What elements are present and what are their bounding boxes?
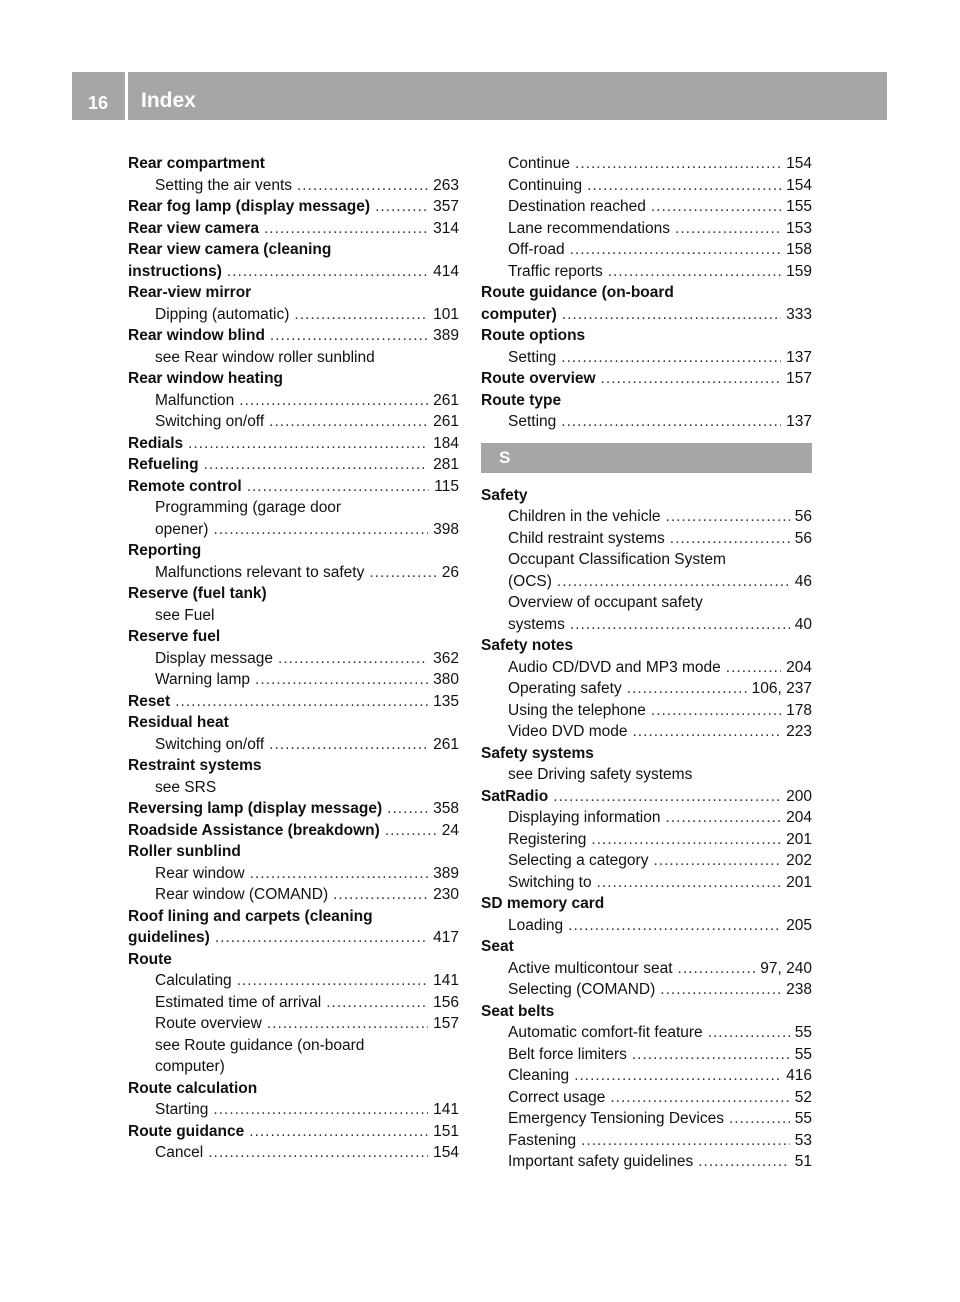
index-subentry [481, 657, 812, 679]
dot-leader [557, 571, 790, 593]
index-subentry [481, 1022, 812, 1044]
index-heading [128, 325, 459, 347]
index-heading: Seat belts [481, 1002, 555, 1020]
index-heading: Route [128, 950, 172, 968]
dot-leader [387, 798, 428, 820]
index-subentry [481, 239, 812, 261]
page-reference[interactable]: 137 [786, 413, 812, 430]
page-reference[interactable]: 204 [786, 658, 812, 676]
header-divider [125, 72, 128, 120]
dot-leader [553, 786, 781, 808]
entry-text: Traffic reports [508, 262, 603, 280]
entry-text: Cancel [155, 1144, 204, 1161]
index-heading: Reporting [128, 542, 202, 559]
index-heading: Rear compartment [128, 155, 265, 172]
page-reference[interactable]: 201 [786, 830, 812, 848]
entry-text: Selecting a category [508, 852, 649, 869]
dot-leader [568, 915, 781, 937]
page-reference[interactable]: 417 [433, 929, 459, 946]
page-reference[interactable]: 205 [786, 916, 812, 934]
index-subentry [481, 807, 812, 829]
index-heading: Roller sunblind [128, 843, 241, 860]
entry-text: Switching to [508, 873, 592, 891]
entry-text: Automatic comfort-fit feature [508, 1024, 703, 1041]
dot-leader [574, 1065, 781, 1087]
dot-leader [213, 1099, 428, 1121]
dot-leader [597, 872, 782, 894]
page-reference[interactable]: 263 [433, 176, 459, 194]
entry-text: Setting the air vents [155, 176, 292, 194]
index-subentry [128, 390, 459, 412]
index-subentry [128, 884, 459, 906]
entry-text: Continuing [508, 176, 583, 194]
index-subentry [481, 218, 812, 240]
page-reference[interactable]: 53 [794, 1131, 812, 1149]
index-heading: Restraint systems [128, 757, 262, 774]
page-reference[interactable]: 46 [794, 572, 812, 590]
index-subentry [481, 1065, 812, 1087]
entry-text: Malfunctions relevant to safety [155, 563, 365, 581]
dot-leader [369, 562, 436, 584]
index-heading [128, 820, 459, 842]
page-reference[interactable]: 26 [441, 563, 459, 581]
entry-text: SatRadio [481, 787, 549, 805]
entry-text: Loading [508, 916, 564, 934]
page-reference[interactable]: 238 [786, 981, 812, 998]
dot-leader [188, 433, 428, 455]
page-reference[interactable]: 389 [433, 327, 459, 344]
page-reference[interactable]: 141 [433, 972, 459, 989]
dot-leader [278, 648, 428, 670]
dot-leader [570, 239, 782, 261]
entry-text: (OCS) [508, 572, 552, 590]
dot-leader [651, 700, 781, 722]
index-subentry: Programming (garage door [155, 499, 342, 516]
dot-leader [237, 970, 428, 992]
page-reference[interactable]: 154 [786, 155, 812, 172]
dot-leader [632, 1044, 790, 1066]
index-subentry [128, 863, 459, 885]
index-heading [128, 1121, 459, 1143]
page-number: 16 [87, 93, 109, 113]
page-reference[interactable]: 151 [433, 1122, 459, 1140]
index-heading: SD memory card [481, 895, 605, 912]
dot-leader [670, 528, 790, 550]
page-reference[interactable]: 178 [786, 701, 812, 719]
page-reference[interactable]: 201 [786, 873, 812, 891]
page-reference[interactable]: 204 [786, 809, 812, 826]
page-reference[interactable]: 202 [786, 852, 812, 869]
page-reference[interactable]: 261 [433, 413, 459, 430]
index-subentry [128, 519, 459, 541]
dot-leader [333, 884, 428, 906]
page-reference[interactable]: 159 [786, 262, 812, 280]
index-subentry [128, 1142, 459, 1164]
entry-text: Starting [155, 1101, 209, 1118]
page-reference[interactable]: 230 [433, 886, 459, 903]
dot-leader [249, 1121, 428, 1143]
index-subentry [481, 528, 812, 550]
index-subentry: Overview of occupant safety [508, 594, 703, 611]
entry-text: Refueling [128, 456, 199, 473]
page-reference[interactable]: 158 [786, 241, 812, 258]
index-heading: Route options [481, 327, 586, 344]
dot-leader [294, 304, 428, 326]
index-heading [128, 218, 459, 240]
page-reference[interactable]: 106, 237 [751, 680, 812, 697]
index-heading: Safety notes [481, 637, 574, 654]
dot-leader [561, 411, 781, 433]
entry-text: guidelines) [128, 929, 210, 946]
index-subentry: Occupant Classification System [508, 551, 726, 568]
dot-leader [561, 347, 781, 369]
dot-leader [269, 734, 428, 756]
index-subentry: computer) [155, 1058, 225, 1075]
dot-leader [208, 1142, 428, 1164]
index-heading [128, 798, 459, 820]
index-subentry: see Driving safety systems [508, 766, 693, 783]
entry-text: Redials [128, 434, 184, 452]
index-heading [128, 927, 459, 949]
index-subentry [128, 970, 459, 992]
entry-text: Rear window [155, 864, 245, 882]
entry-text: Route overview [155, 1015, 262, 1032]
entry-text: Rear fog lamp (display message) [128, 198, 371, 215]
entry-text: Calculating [155, 972, 232, 989]
dot-leader [247, 476, 430, 498]
index-heading: Route type [481, 391, 562, 409]
entry-text: Switching on/off [155, 413, 265, 430]
dot-leader [270, 325, 428, 347]
dot-leader [591, 829, 781, 851]
dot-leader [385, 820, 437, 842]
page-reference[interactable]: 135 [433, 692, 459, 710]
dot-leader [708, 1022, 790, 1044]
page-reference[interactable]: 414 [433, 262, 459, 280]
index-subentry [481, 678, 812, 700]
entry-text: Audio CD/DVD and MP3 mode [508, 658, 721, 676]
index-subentry [128, 411, 459, 433]
index-heading: Reserve (fuel tank) [128, 585, 267, 602]
index-heading [128, 196, 459, 218]
dot-leader [653, 850, 781, 872]
index-heading: Rear-view mirror [128, 284, 252, 301]
index-subentry [481, 915, 812, 937]
page-reference[interactable]: 223 [786, 723, 812, 740]
page-reference[interactable]: 155 [786, 198, 812, 215]
dot-leader [729, 1108, 790, 1130]
dot-leader [632, 721, 781, 743]
dot-leader [678, 958, 756, 980]
dot-leader [726, 657, 781, 679]
dot-leader [227, 261, 428, 283]
entry-text: Route guidance [128, 1122, 245, 1140]
index-heading: Rear view camera (cleaning [128, 241, 332, 258]
page-reference[interactable]: 141 [433, 1101, 459, 1118]
entry-text: Lane recommendations [508, 219, 670, 237]
entry-text: Switching on/off [155, 735, 265, 753]
entry-text: opener) [155, 520, 209, 538]
entry-text: Displaying information [508, 809, 661, 826]
dot-leader [651, 196, 781, 218]
dot-leader [215, 927, 428, 949]
index-heading [128, 433, 459, 455]
index-subentry [481, 850, 812, 872]
index-subentry [481, 175, 812, 197]
dot-leader [666, 506, 790, 528]
index-subentry [481, 829, 812, 851]
dot-leader [204, 454, 429, 476]
index-subentry [481, 571, 812, 593]
index-heading [128, 454, 459, 476]
dot-leader [587, 175, 781, 197]
index-heading: Roof lining and carpets (cleaning [128, 907, 373, 925]
page-reference[interactable]: 51 [794, 1153, 812, 1170]
index-heading: Residual heat [128, 714, 229, 731]
entry-text: Using the telephone [508, 701, 646, 719]
index-heading [481, 304, 812, 326]
entry-text: Emergency Tensioning Devices [508, 1110, 724, 1127]
dot-leader [627, 678, 747, 700]
index-subentry [128, 1013, 459, 1035]
dot-leader [213, 519, 428, 541]
index-subentry [481, 958, 812, 980]
page-reference[interactable]: 55 [794, 1110, 812, 1127]
dot-leader [660, 979, 781, 1001]
index-heading [128, 476, 459, 498]
index-subentry [128, 992, 459, 1014]
index-subentry [481, 261, 812, 283]
index-heading: Safety systems [481, 744, 594, 762]
entry-text: Rear view camera [128, 219, 259, 237]
index-heading: Rear window heating [128, 370, 284, 387]
dot-leader [608, 261, 781, 283]
entry-text: Warning lamp [155, 671, 251, 688]
entry-text: Belt force limiters [508, 1045, 627, 1063]
dot-leader [239, 390, 428, 412]
index-heading [481, 368, 812, 390]
entry-text: Route overview [481, 370, 596, 387]
entry-text: Correct usage [508, 1088, 606, 1106]
page-reference[interactable]: 52 [794, 1088, 812, 1106]
dot-leader [570, 614, 790, 636]
index-subentry [481, 1151, 812, 1173]
entry-text: Estimated time of arrival [155, 993, 322, 1011]
entry-text: Off-road [508, 241, 565, 258]
index-heading [128, 691, 459, 713]
page-reference[interactable]: 157 [433, 1015, 459, 1032]
page-reference[interactable]: 154 [433, 1144, 459, 1161]
page-reference[interactable]: 389 [433, 864, 459, 882]
entry-text: Video DVD mode [508, 723, 628, 740]
page-reference[interactable]: 40 [794, 615, 812, 633]
page-reference[interactable]: 24 [441, 821, 459, 839]
index-column-right [481, 153, 812, 1173]
index-subentry [481, 614, 812, 636]
index-subentry [128, 648, 459, 670]
page-reference[interactable]: 56 [794, 508, 812, 525]
index-heading: Route guidance (on-board [481, 284, 674, 301]
index-heading [481, 786, 812, 808]
page-reference[interactable]: 115 [434, 477, 459, 495]
dot-leader [250, 863, 429, 885]
section-header-s: S [481, 443, 812, 473]
page-reference[interactable]: 55 [794, 1024, 812, 1041]
index-heading: Route calculation [128, 1079, 258, 1097]
page-reference[interactable]: 55 [794, 1045, 812, 1063]
dot-leader [581, 1130, 790, 1152]
dot-leader [326, 992, 428, 1014]
entry-text: Dipping (automatic) [155, 305, 290, 323]
entry-text: Registering [508, 830, 587, 848]
page-reference[interactable]: 362 [433, 649, 459, 667]
index-subentry [481, 979, 812, 1001]
page-reference[interactable]: 154 [786, 176, 812, 194]
dot-leader [269, 411, 428, 433]
entry-text: Reversing lamp (display message) [128, 800, 383, 817]
index-column-left [128, 153, 459, 1164]
entry-text: systems [508, 615, 565, 633]
page-reference[interactable]: 200 [786, 787, 812, 805]
page-reference[interactable]: 357 [433, 198, 459, 215]
dot-leader [375, 196, 428, 218]
index-subentry [481, 721, 812, 743]
page-reference[interactable]: 153 [786, 219, 812, 237]
index-subentry [128, 669, 459, 691]
index-subentry [481, 1108, 812, 1130]
dot-leader [264, 218, 428, 240]
dot-leader [575, 153, 781, 175]
page-reference[interactable]: 56 [794, 529, 812, 547]
entry-text: Setting [508, 348, 557, 366]
index-subentry [128, 1099, 459, 1121]
index-subentry [128, 562, 459, 584]
index-subentry [481, 506, 812, 528]
entry-text: Malfunction [155, 391, 235, 409]
page-reference[interactable]: 358 [433, 800, 459, 817]
index-subentry [128, 175, 459, 197]
index-subentry [481, 411, 812, 433]
page-reference[interactable]: 184 [433, 434, 459, 452]
entry-text: Destination reached [508, 198, 646, 215]
dot-leader [610, 1087, 789, 1109]
dot-leader [698, 1151, 790, 1173]
entry-text: computer) [481, 305, 557, 323]
index-subentry [481, 872, 812, 894]
entry-text: Continue [508, 155, 571, 172]
entry-text: Display message [155, 649, 274, 667]
entry-text: instructions) [128, 262, 222, 280]
page-reference[interactable]: 380 [433, 671, 459, 688]
page-title: Index [141, 89, 196, 112]
entry-text: Setting [508, 413, 557, 430]
dot-leader [267, 1013, 428, 1035]
index-heading [128, 261, 459, 283]
entry-text: Children in the vehicle [508, 508, 661, 525]
page-reference[interactable]: 416 [786, 1067, 812, 1084]
index-subentry: see Route guidance (on-board [155, 1036, 365, 1054]
entry-text: Operating safety [508, 680, 622, 697]
dot-leader [601, 368, 782, 390]
dot-leader [675, 218, 781, 240]
entry-text: Child restraint systems [508, 529, 665, 547]
index-subentry [481, 1130, 812, 1152]
page-reference[interactable]: 137 [786, 348, 812, 366]
page-reference[interactable]: 261 [433, 735, 459, 753]
entry-text: Cleaning [508, 1067, 570, 1084]
page-reference[interactable]: 157 [786, 370, 812, 387]
entry-text: Remote control [128, 477, 242, 495]
page-reference[interactable]: 101 [433, 305, 459, 323]
entry-text: Rear window blind [128, 327, 265, 344]
index-subentry [481, 700, 812, 722]
index-subentry: see Fuel [155, 606, 215, 624]
index-subentry [481, 1044, 812, 1066]
entry-text: Reset [128, 692, 171, 710]
entry-text: Rear window (COMAND) [155, 886, 329, 903]
index-subentry [481, 347, 812, 369]
page-reference[interactable]: 398 [433, 520, 459, 538]
index-heading: Seat [481, 938, 514, 955]
index-subentry [481, 1087, 812, 1109]
index-heading: Safety [481, 486, 528, 504]
dot-leader [297, 175, 428, 197]
index-subentry [128, 304, 459, 326]
dot-leader [175, 691, 428, 713]
page-reference[interactable]: 281 [433, 456, 459, 473]
entry-text: Important safety guidelines [508, 1153, 694, 1170]
page-reference[interactable]: 156 [433, 993, 459, 1011]
index-subentry: see SRS [155, 778, 217, 796]
dot-leader [562, 304, 781, 326]
entry-text: Selecting (COMAND) [508, 981, 656, 998]
page-reference[interactable]: 97, 240 [760, 959, 812, 977]
page-reference[interactable]: 333 [786, 305, 812, 323]
index-subentry [481, 153, 812, 175]
entry-text: Fastening [508, 1131, 577, 1149]
page-reference[interactable]: 314 [433, 219, 459, 237]
index-heading: Reserve fuel [128, 628, 221, 645]
entry-text: Active multicontour seat [508, 959, 673, 977]
index-subentry [128, 734, 459, 756]
dot-leader [666, 807, 782, 829]
entry-text: Roadside Assistance (breakdown) [128, 821, 380, 839]
index-subentry [481, 196, 812, 218]
index-subentry: see Rear window roller sunblind [155, 348, 375, 366]
dot-leader [255, 669, 428, 691]
page-reference[interactable]: 261 [433, 391, 459, 409]
